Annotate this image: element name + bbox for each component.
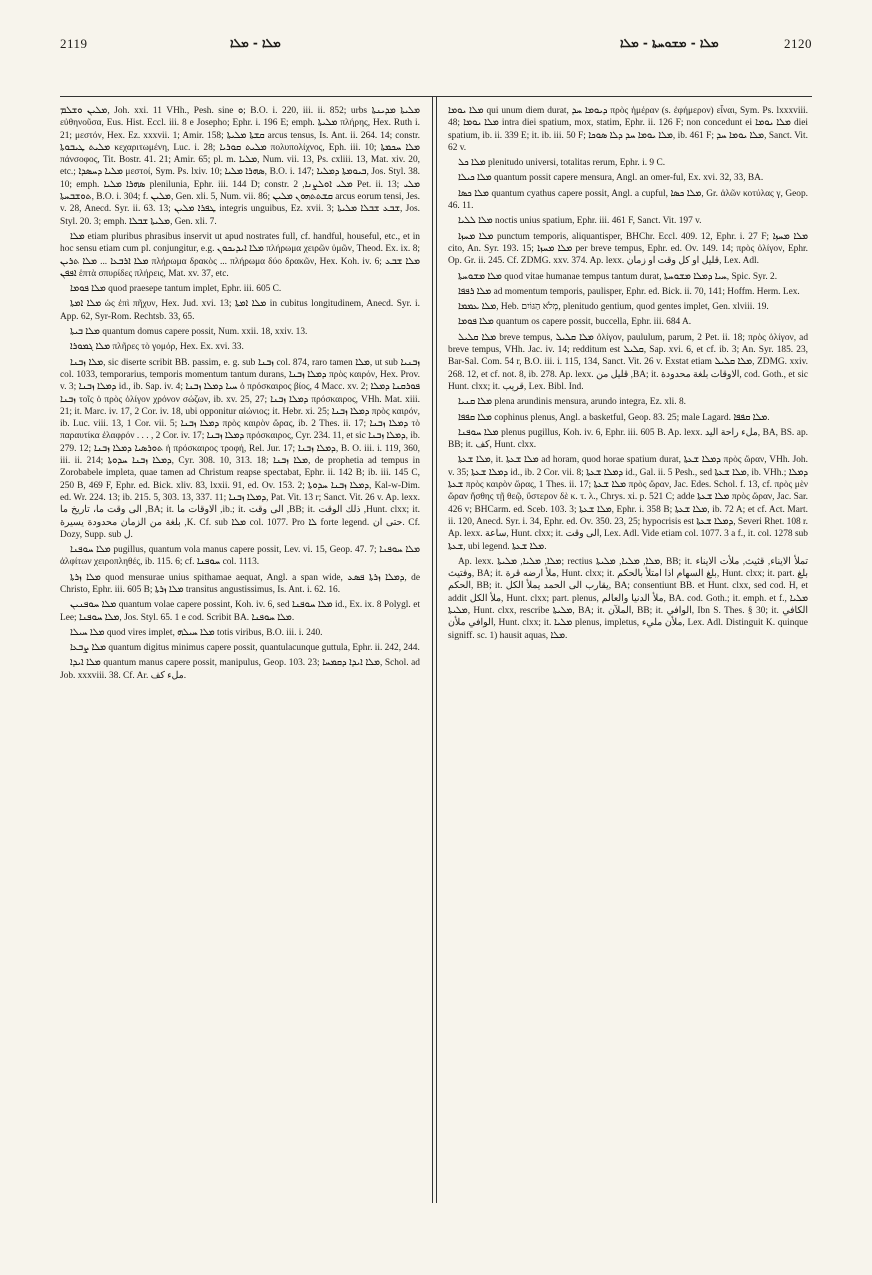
dictionary-entry: ܡܠܐ ܒܝܬܐ quantum domus capere possit, Num. xxii. 18, xxiv. 13. — [70, 327, 308, 338]
dictionary-entry: ܡܠܐ ܦܘܡܐ quantum os capere possit, buccella, Ephr. iii. 684 A. — [458, 317, 692, 328]
dictionary-entry: ܡܠܐ ܡܚܙܐ punctum temporis, aliquantisper, BHChr. Eccl. 409. 12, Ephr. i. 27 F; ܡܠܐ ܡܚܙܐ cito, An. Syr. 193. 15; ܡܠܐ ܡܚܙܐ per breve tempus, Ephr. ed. Ov. 149. 14; πρὸς ὀλίγον, Ephr. Op. Gr. ii. 245. Cf. ZDMG. xxv. 374. Ap. lexx. قليل او كل وقت او زمان, Lex. Adl. — [448, 231, 808, 267]
dictionary-entry: ܡܠܐ ܟܣܐ quantum cyathus capere possit, Angl. a cupful, ܡܠܐ ܟܣܐ, Gr. ἁλῶν κοτύλας γ, Geop. 46. 11. — [448, 188, 808, 212]
dictionary-entry: Ap. lexx. ܡܠܐ, ܡܠܝܐ, ܡܠܝܬܐ; rectius ܡܠܐ, ܡܠܝܐ, ܡܠܝܬܐ, BB; it. تملأ الايناء, قثيث, ملأت الايناء وفتيث, BA; it. ملأ ارضه قرة, Hunt. clxx; it. بلغ السهام اذا امتلأ بالحكم, Hunt. clxx; it. part. بلغ الحكم, BB; it. يقارب الى الحمد يملأ الكل, BA; consentiunt BB. et Hunt. clxx, sed cod. H, et addit ملأ الكل, Hunt. clxx; part. plenus, ملأ الدنيا والعالم, BA. cod. Goth.; it. emph. et f., ܡܠܝܐ ܡܠܝܬܐ, Hunt. clxx, rescribe ܡܠܝܬܐ, BA; it. الملآن, BB; it. الوافي, Ibn S. Thes. § 30; it. الكافي الوافي ملأن, Hunt. clxx; it. ܡܠܝܐ plenus, impletus, ملأن مليء, Lex. Adl. Distinguit K. quinque signiff. sc. 1) hausit aquas, ܡܠܐ. — [448, 556, 808, 641]
dictionary-entry: ܡܠܐ ܙܪܬܐ quod mensurae unius spithamae aequat, Angl. a span wide, ܕܡܠܐ ܙܪܬܐ ܦܣܥ, de Christo, Ephr. iii. 605 B; ܡܠܐ ܙܪܬܐ transitus angustissimus, Is. Ant. i. 62. 16. — [60, 572, 420, 595]
dictionary-entry: ܡܠܐ ܚܘܦܢܝܢ quantum volae capere possint, Koh. iv. 6, sed ܡܠܐ ܚܘܦܢܐ id., Ex. ix. 8 Polygl. et Lee; ܡܠܐ ܚܘܦܢܐ, Jos. Styl. 65. 1 e cod. Scribit BA. ܡܠܐ ܚܘܦܢܐ. — [60, 600, 420, 623]
dictionary-entry: ܡܠܐ ܐܝܕܐ quantum manus capere possit, manipulus, Geop. 103. 23; ܡܠܐ ܐܝܕܐ ܕܩܡܚܐ, Schol. ad Job. xxxviii. 38. Cf. Ar. ملء كف. — [60, 658, 420, 681]
dictionary-entry: ܡܠܐ ܩܠܝܠ breve tempus, ܡܠܐ ܩܠܝܠ ὀλίγον, paululum, parum, 2 Pet. ii. 18; πρὸς ὀλίγον, ad breve tempus, VHh. Jac. iv. 14; redditum est ܩܠܝܠ, Sap. xvi. 6, et cf. ib. 3; An. Syr. 185. 23, Bar-Sal. Com. 54 r, B.O. iii. i. 115, 134, Sanct. Vit. 26 v. Exstat etiam ܡܠܐ ܩܠܝܠ, ZDMG. xxiv. 268. 12, et cf. not. 8, ib. 278. Ap. lexx. قليل من ,BA; it. الاوقات بلغة محدودة, cod. Goth., et sic Hunt. clxx; it. قريب, Lex. Bibl. Ind. — [448, 332, 808, 392]
dictionary-entry: ܡܠܐ ܐܡܬܐ ὡς ἐπὶ πῆχυν, Hex. Jud. xvi. 13; ܡܠܐ ܐܡܬܐ in cubitus longitudinem, Anecd. Syr. i. App. 62, Syr-Rom. Rechtsb. 33, 65. — [60, 299, 420, 322]
dictionary-entry: ܡܠܐ ܟܝܠܐ quantum possit capere mensura, Angl. an omer-ful, Ex. xvi. 32, 33, BA. — [458, 173, 764, 184]
dictionary-entry: ܡܠܐ ܡܫܘܚܬܐ quod vitae humanae tempus tantum durat, ܚܝܐ ܕܡܠܐ ܡܫܘܚܬܐ, Spic. Syr. 2. — [458, 271, 778, 282]
two-column-body — [60, 96, 812, 1211]
dictionary-entry: ܡܠܐ ܦܘܡܐ quod praesepe tantum implet, Ephr. iii. 605 C. — [70, 284, 282, 295]
dictionary-entry: ܡܠܐ ܪܦܦܐ ad momentum temporis, paulisper, Ephr. ed. Bick. ii. 70, 141; Hoffm. Herm. Lex. — [458, 286, 800, 297]
dictionary-entry: ܡܠܐ ܠܠܝܐ noctis unius spatium, Ephr. iii. 461 F, Sanct. Vit. 197 v. — [458, 216, 702, 227]
dictionary-entry: ܡܠܐ ܚܘܦܢܐ plenus pugillus, Koh. iv. 6, Ephr. iii. 605 B. Ap. lexx. ملء راحة اليد, BA, BS. ap. BB; it. كف, Hunt. clxx. — [448, 427, 808, 451]
left-running-head: ܡܠܐ - ܡܠܐ — [230, 36, 281, 50]
column-divider — [432, 97, 437, 1203]
right-page-number: 2120 — [784, 36, 812, 51]
left-page-number: 2119 — [60, 36, 88, 51]
dictionary-entry: ܡܠܐ ܝܘܡܐ qui unum diem durat, ܕܝܘܡܐ ܚܕ πρὸς ἡμέραν (s. ἐφήμερον) εἶναι, Sym. Ps. lxxxviii. 48; ܡܠܐ ܝܘܡܐ intra diei spatium, mox, statim, Ephr. ii. 126 F; non concedunt ei ܡܠܐ ܝܘܡܐ diei spatium, ib. ii. 339 E; it. ib. iii. 50 F; ܡܠܐ ܝܘܡܐ ܚܕ ܕܠܐ ܣܘܟܐ, ib. 461 F; ܡܠܐ ܝܘܡܐ ܚܕ, Sanct. Vit. 62 v. — [448, 106, 808, 153]
dictionary-entry: ܡܠܐ ܩܦܦܐ cophinus plenus, Angl. a basketful, Geop. 83. 25; male Lagard. ܡܠܐ ܩܦܦܐ. — [458, 412, 770, 423]
dictionary-entry: ܡܠܐ etiam pluribus phrasibus inservit ut apud nostrates full, cf. handful, houseful, etc., et in hoc sensu etiam cum pl. conjungitur, e.g. ܡܠܐ ܐܝܕܝܟܘܢ πλήρωμα χειρῶν ὑμῶν, Theod. Ex. ix. 8; ܡܠܐ ܐܪܒܥܐ ... ܡܠܐ ܬܪܝܢ πλήρωμα δρακὸς ... πλήρωμα δύο δρακῶν, Hex. Koh. iv. 6; ܡܠܐ ܫܒܥ ܐܦܦܢ ἑπτὰ σπυρίδες πλήρεις, Mat. xv. 37, etc. — [60, 231, 420, 279]
dictionary-entry: ܡܠܐ ܟܠ plenitudo universi, totalitas rerum, Ephr. i. 9 C. — [458, 158, 666, 169]
dictionary-entry: ܡܠܐ ܫܥܬܐ, it. ܡܠܐ ܫܥܬܐ ad horam, quod horae spatium durat, ܕܡܠܐ ܫܥܬܐ πρὸς ὥραν, VHh. Joh. v. 35; ܕܡܠܐ ܫܥܬܐ id., ib. 2 Cor. vii. 8; ܕܡܠܐ ܫܥܬܐ id., Gal. ii. 5 Pesh., sed ܡܠܐ ܫܥܬܐ, ib. VHh.; ܕܡܠܐ ܫܥܬܐ πρὸς καιρὸν ὥρας, 1 Thes. ii. 17; ܡܠܐ ܫܥܬܐ πρὸς ὥραν, Jac. Edes. Schol. f. 13, cf. πρὸς μὲν ὥραν ἥσθης τῇ θεῷ, ὕστερον δὲ κ. τ. λ., Chrys. xi. p. 521 C; adde ܡܠܐ ܫܥܬܐ πρὸς ὥραν, Jac. Sar. 426 v; BHCarm. ed. Sceb. 103. 3; ܡܠܐ ܫܥܬܐ, Ephr. i. 358 B; ܡܠܐ ܫܥܬܐ, ib. 72 A; et cf. Act. Mart. ii. 120, Anecd. Syr. i. 34, Ephr. ed. Ov. 350. 23, 25; hypocrisis est ܕܡܠܐ ܫܥܬܐ, Severi Rhet. 108 r. Ap. lexx. ساعة, Hunt. clxx; it. الى وقت, Lex. Adl. Vide etiam col. 1077. 3 a f., it. col. 1278 sub ܫܥܬܐ, ubi legend. ܡܠܐ ܫܥܬܐ. — [448, 455, 808, 552]
page-header — [60, 36, 812, 62]
dictionary-entry: ܡܠܐ ܥܡܡܐ, Heb. מְלֹא הַגּוֹיִם, plenitudo gentium, quod gentes implet, Gen. xlviii. 19. — [458, 302, 769, 313]
right-running-head: ܡܠܐ - ܡܫܘܚܬܐ - ܡܠܐ — [620, 36, 719, 50]
dictionary-entry: ܡܠܝܢ ܘܫܠܡ, Joh. xxi. 11 VHh., Pesh. sine ܘ; B.O. i. 220, iii. ii. 852; urbs ܡܠܝܬܐ ܡܕܝܢܬܐ εὐθηνοῦσα, Eus. Hist. Eccl. iii. 8 e Josepho; Ephr. i. 196 E; emph. ܡܠܝܬܐ πλήρης, Hex. Ruth i. 21; μεστόν, Hex. Ez. xxxvii. 1; Amir. 158; ܩܫܬܐ ܡܠܝܬܐ arcus tensus, Is. Ant. ii. 264. 14; constr. ܡܠܝܬ ܛܝܒܘܬܐ κεχαριτωμένη, Luc. i. 28; ܡܠܝܬ ܩܘܪܝܐ πολυπολίχνος, Eph. iii. 10; ܡܠܐ ܚܟܡܬܐ πάνσοφος, Tit. Bostr. 41. 21; Amir. 65; pl. m. ܡܠܝܐ, Num. vii. 13, Ps. cxliii. 13, Mat. xiv. 20, etc.; ܡܠܝܐ ܕܚܣܕܐ μεστοί, Sym. Ps. lxiv. 10; ܣܗܪܐ ܡܠܝܐ, B.O. i. 147; ܒܝܘܡܬܐ ܕܡܠܝܐ, Jos. Styl. 38. 10; emph. ܣܗܪܐ ܡܠܝܐ plenilunia, Ephr. iii. 144 D; constr. ܡܠܝ ܐܘܠܨܢܐ, 2 Pet. ii. 13; ܡܠܝ ܬܘܫܒܚܬܐ, B.O. i. 304; f. ܡܠܝܢ, Gen. xli. 5, Num. vii. 86; ܩܫܬܬܗܘܢ ܡܠܝܢ arcus eorum tensi, Jes. v. 28, Anecd. Syr. ii. 63. 13; ܛܦܪܐ ܡܠܝܢ integris unguibus, Ez. xvii. 3; ܫܒܥ ܫܒܠܐ ܡܠܝܬܐ, Jos. Styl. 20. 3; emph. ܡܠܝܬܐ ܫܒܠܐ, Gen. xli. 7. — [60, 106, 420, 227]
dictionary-entry: ܡܠܐ ܩܢܝܐ plena arundinis mensura, arundo integra, Ez. xli. 8. — [458, 397, 686, 408]
dictionary-entry: ܡܠܐ ܙܒܢܐ, sic diserte scribit BB. passim, e. g. sub ܙܒܢܐ col. 874, raro tamen ܡܠܐ, ut sub ܙܒܢܝܐ col. 1033, temporarius, temporis momentum tantum durans, ܕܡܠܐ ܙܒܢܐ πρὸς καιρόν, Hex. Prov. v. 3; ܕܡܠܐ ܙܒܢܐ id., ib. Sap. iv. 4; ܚܝܐ ܕܡܠܐ ܙܒܢܐ ὁ πρόσκαιρος βίος, 4 Macc. xv. 2; ܦܘܪܩܢܐ ܕܡܠܐ ܙܒܢܐ τοῖς ὁ πρὸς ὀλίγον χρόνον σώζων, ib. xv. 25, 27; ܕܡܠܐ ܙܒܢܐ πρόσκαιρος, VHh. Mat. xiii. 21; it. Marc. iv. 17, 2 Cor. iv. 18, ubi opponitur αἰώνιος; it. Hebr. xi. 25; ܕܡܠܐ ܙܒܢܐ πρὸς καιρόν, ib. Luc. viii. 13, 1 Cor. vii. 5; ܕܡܠܐ ܙܒܢܐ πρὸς καιρὸν ὥρας, ib. 2 Thes. ii. 17; ܕܡܠܐ ܙܒܢܐ τὸ παραυτίκα ἐλαφρόν . . . , 2 Cor. iv. 17; ܕܡܠܐ ܙܒܢܐ πρόσκαιρος, Cyr. 234. 11, et sic ܕܡܠܐ ܙܒܢܐ, ib. 279. 12; ܬܘܪܣܝܐ ܕܡܠܐ ܙܒܢܐ ἡ πρόσκαιρος τροφή, Rel. Jur. 17; ܕܡܠܐ ܙܒܢܐ, B. O. iii. i. 119, 360, iii. ii. 214; ܕܡܠܐ ܙܒܢܐ ܚܕܘܬܐ, Cyr. 308. 10, 313. 18; ܡܠܐ ܙܒܢܐ, de prophetia ad tempus in Zorobabele impleta, quae tamen ad Christum reapse spectabat, Ephr. ii. 142 B; ib. iii. 145 C, 250 B, 469 F, Ephr. ed. Bick. xliv. 83, lxxii. 91, ed. Ov. 153. 2; ܕܡܠܐ ܙܒܢܐ ܚܕܘܬܐ, Kal-w-Dim. ed. Wr. 224. 13; ib. 215. 5, 303. 13, 337. 11; ܕܡܠܐ ܙܒܢܐ, Pat. Vit. 13 r; Sanct. Vit. 26 v. Ap. lexx. الى وقت ما، تاريخ ما ,BA; it. الاوقات ما ,ib.; it. الى وقت ,BB; it. ذلك الوقت ,Hunt. clxx; it. بلغة من الزمان محدودة يسيرة ,K. Cf. sub ܡܠܐ col. 1077. Pro ܠܐ forte legend. حتى ان. Cf. Dozy, Supp. sub ل. — [60, 357, 420, 540]
left-column — [60, 105, 420, 1205]
right-column — [448, 105, 808, 1205]
dictionary-entry: ܡܠܐ ܓܡܘܪܐ πλῆρες τὸ γομόρ, Hex. Ex. xvi. 33. — [70, 342, 244, 353]
dictionary-entry: ܡܠܐ ܨܒܥܐ quantum digitus minimus capere possit, quantulacunque guttula, Ephr. ii. 242, 244. — [70, 643, 420, 654]
dictionary-entry: ܡܠܐ ܚܝܠܐ quod vires implet, ܡܠܐ ܚܝܠܗ totis viribus, B.O. iii. i. 240. — [70, 627, 323, 638]
dictionary-entry: ܡܠܐ ܚܘܦܢܐ pugillus, quantum vola manus capere possit, Lev. vi. 15, Geop. 47. 7; ܡܠܐ ܚܘܦܢܐ ἀλφίτων χειροπληθές, ib. 115. 6; cf. ܚܘܦܢܐ col. 1113. — [60, 545, 420, 568]
